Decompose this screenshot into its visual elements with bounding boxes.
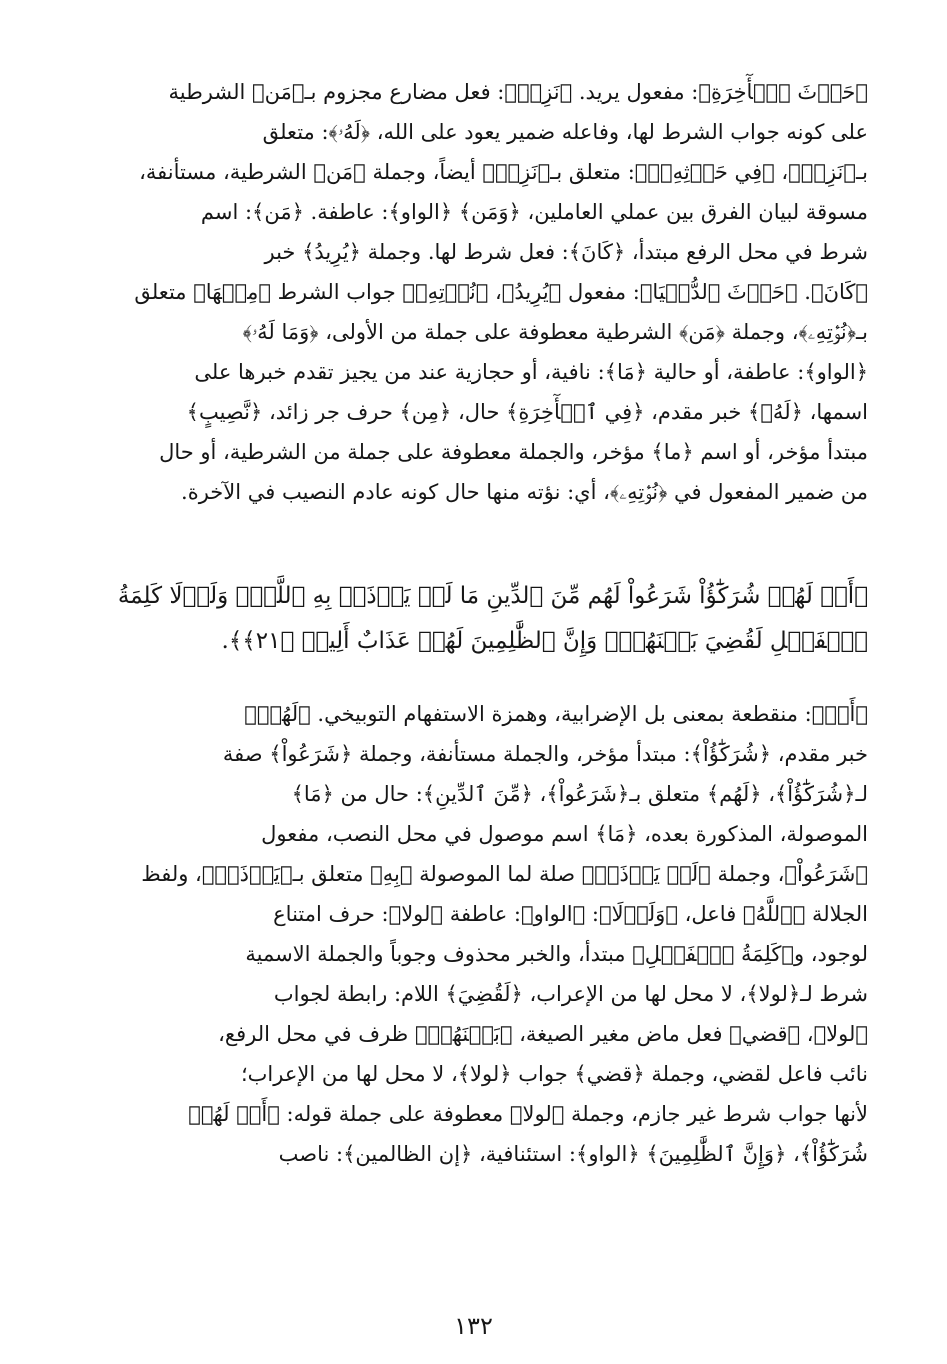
text-line: الموصولة، المذكورة بعده، ﴿مَا﴾ اسم موصول في محل النصب، مفعول	[261, 822, 868, 846]
text-line: بـ﴿نُؤۡتِهِۦ﴾، وجملة ﴿مَن﴾ الشرطية معطوفة على جملة من الأولى، ﴿وَمَا لَهُۥ﴾	[242, 320, 868, 344]
text-line: الجلالة ﴿ٱللَّهُ﴾ فاعل، ﴿وَلَوۡلَا﴾: ﴿الواو﴾: عاطفة ﴿لولا﴾: حرف امتناع	[273, 902, 868, 926]
text-line: ﴿كَانَ﴾. ﴿حَرۡثَ ٱلدُّنۡيَا﴾: مفعول ﴿يُرِيدُ﴾، ﴿نُؤۡتِهِۦ﴾ جواب الشرط ﴿مِنۡهَا﴾ متعلق	[134, 280, 868, 304]
text-line: ﴿الواو﴾: عاطفة، أو حالية ﴿مَا﴾: نافية، أو حجازية عند من يجيز تقدم خبرها على	[194, 360, 868, 384]
text-line: لأنها جواب شرط غير جازم، وجملة ﴿لولا﴾ معطوفة على جملة قوله: ﴿أَمۡ لَهُمۡ	[188, 1102, 868, 1126]
verse-line: ٱلۡفَصۡلِ لَقُضِيَ بَيۡنَهُمۡۗ وَإِنَّ ٱلظَّٰلِمِينَ لَهُمۡ عَذَابٌ أَلِيمٞ ﴿٢١﴾﴾.	[221, 628, 868, 654]
text-line: ﴿لولا﴾، ﴿قضي﴾ فعل ماض مغير الصيغة، ﴿بَيۡنَهُمۡ﴾ ظرف في محل الرفع،	[218, 1022, 868, 1046]
text-line: بـ﴿نَزِدۡ﴾، ﴿فِي حَرۡثِهِۦۖ﴾: متعلق بـ﴿نَزِدۡ﴾ أيضاً، وجملة ﴿مَن﴾ الشرطية، مستأنفة،	[139, 160, 868, 184]
text-line: ﴿أَمۡ﴾: منقطعة بمعنى بل الإضرابية، وهمزة الاستفهام التوبيخي. ﴿لَهُمۡ﴾	[244, 702, 868, 726]
text-line: على كونه جواب الشرط لها، وفاعله ضمير يعود على الله، ﴿لَهُۥ﴾: متعلق	[262, 120, 868, 144]
text-line: خبر مقدم، ﴿شُرَكَٰٓؤُاْ﴾: مبتدأ مؤخر، والجملة مستأنفة، وجملة ﴿شَرَعُواْ﴾ صفة	[222, 742, 868, 766]
quran-verse	[78, 574, 868, 664]
text-line: لـ﴿شُرَكَٰٓؤُاْ﴾، ﴿لَهُم﴾ متعلق بـ﴿شَرَعُواْ﴾، ﴿مِّنَ ٱلدِّينِ﴾: حال من ﴿مَا﴾	[291, 782, 868, 806]
text-line: اسمها، ﴿لَهُۥ﴾ خبر مقدم، ﴿فِي ٱلۡأٓخِرَةِ﴾ حال، ﴿مِن﴾ حرف جر زائد، ﴿نَّصِيبٍ﴾	[186, 400, 868, 424]
page-number: ١٣٢	[454, 1312, 493, 1340]
text-line: من ضمير المفعول في ﴿نُؤۡتِهِۦ﴾، أي: نؤته منها حال كونه عادم النصيب في الآخرة.	[181, 480, 868, 504]
grammar-paragraph-1	[78, 72, 868, 512]
text-line: مبتدأ مؤخر، أو اسم ﴿ما﴾ مؤخر، والجملة معطوفة على جملة من الشرطية، أو حال	[159, 440, 868, 464]
text-line: شُرَكَٰٓؤُاْ﴾، ﴿وَإِنَّ ٱلظَّٰلِمِينَ﴾ ﴿الواو﴾: استئنافية، ﴿إن الظالمين﴾: ناصب	[278, 1142, 868, 1166]
text-line: مسوقة لبيان الفرق بين عملي العاملين، ﴿وَمَن﴾ ﴿الواو﴾: عاطفة. ﴿مَن﴾: اسم	[200, 200, 868, 224]
verse-line: ﴿أَمۡ لَهُمۡ شُرَكَٰٓؤُاْ شَرَعُواْ لَهُم مِّنَ ٱلدِّينِ مَا لَمۡ يَأۡذَنۢ بِهِ ٱللَّهُۚ وَلَوۡلَا كَلِمَةُ	[117, 583, 868, 609]
text-line: ﴿حَرۡثَ ٱلۡأٓخِرَةِ﴾: مفعول يريد. ﴿نَزِدۡ﴾: فعل مضارع مجزوم بـ﴿مَن﴾ الشرطية	[168, 80, 868, 104]
text-line: شرط في محل الرفع مبتدأ، ﴿كَانَ﴾: فعل شرط لها. وجملة ﴿يُرِيدُ﴾ خبر	[264, 240, 868, 264]
text-line: لوجود، و﴿كَلِمَةُ ٱلۡفَصۡلِ﴾ مبتدأ، والخبر محذوف وجوباً والجملة الاسمية	[245, 942, 868, 966]
text-line: شرط لـ﴿لولا﴾، لا محل لها من الإعراب، ﴿لَقُضِيَ﴾ اللام: رابطة لجواب	[273, 982, 868, 1006]
text-line: ﴿شَرَعُواْ﴾، وجملة ﴿لَمۡ يَأۡذَنۢ﴾ صلة لما الموصولة ﴿بِهِ﴾ متعلق بـ﴿يَأۡذَنۢ﴾، ولفظ	[141, 862, 868, 886]
grammar-paragraph-2	[78, 694, 868, 1174]
text-line: نائب فاعل لقضي، وجملة ﴿قضي﴾ جواب ﴿لولا﴾، لا محل لها من الإعراب؛	[240, 1062, 868, 1086]
